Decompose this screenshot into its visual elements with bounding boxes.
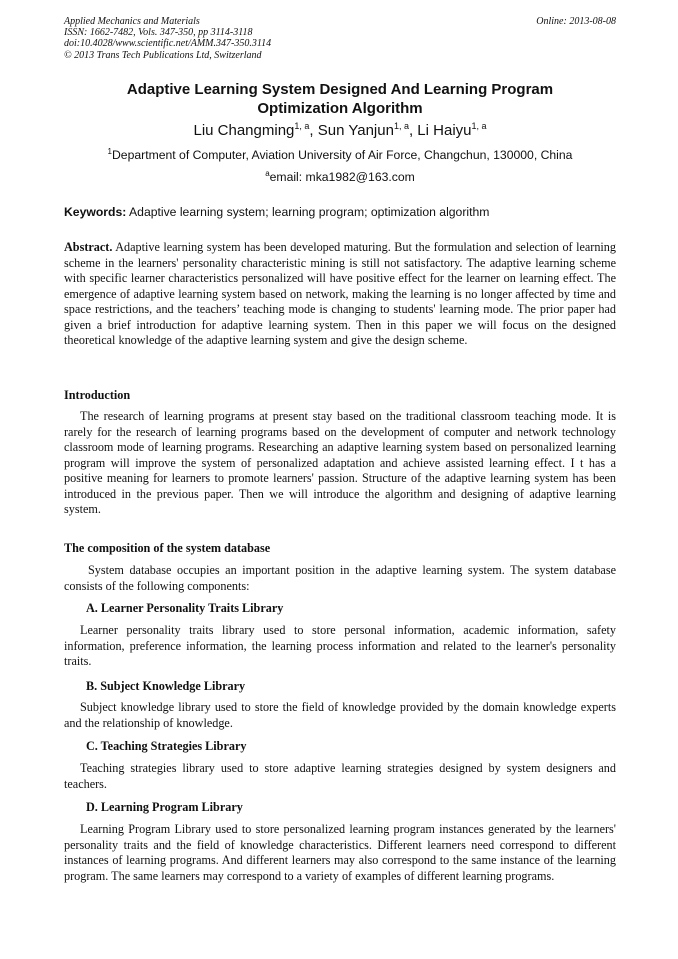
author-list: Liu Changming$^{1, a}$, Sun Yanjun$^{1, a}$, Li Haiyu$^{1, a}$ (193, 121, 487, 139)
section-c-text: Teaching strategies library used to store adaptive learning strategies designed by system designers and teachers. (64, 761, 616, 791)
paper-title (64, 81, 616, 118)
abstract-text: Adaptive learning system has been developed maturing. But the formulation and selection of learning scheme in the learners' personality characteristic mining is still not satisfactory. The adaptive learning scheme with specific learner characteristics personalized will have positive effect for the learner on learning effect. The emergence of adaptive learning system based on network, making the learning is no longer affected by time and space restrictions, and the teachers’ teaching mode is changing to students' learning mode. The prior paper had given a brief introduction for adaptive learning system. Then in this paper we will focus on the designed theoretical knowledge of the adaptive learning system and give the design scheme. (64, 240, 616, 347)
section-c-heading: C. Teaching Strategies Library (86, 739, 247, 753)
title-line-2: Optimization Algorithm (257, 99, 423, 117)
journal-issn: ISSN: 1662-7482, Vols. 347-350, pp 3114-3118 (64, 27, 253, 39)
email-mark: a (265, 169, 270, 178)
title-line-1: Adaptive Learning System Designed And Learning Program (126, 81, 554, 98)
section-d-heading: D. Learning Program Library (86, 800, 243, 814)
section-b-heading: B. Subject Knowledge Library (86, 679, 246, 693)
journal-name: Applied Mechanics and Materials (64, 16, 200, 27)
author-name: Liu Changming (193, 122, 295, 139)
section-d-text: Learning Program Library used to store personalized learning program instances generated by the learners' personality traits and the field of knowledge characteristics. Different learners need correspond to different instances of learning programs. And different learners may also correspond to the same instance of the learning program. The same learners may correspond to a variety of examples of different learning programs. (64, 822, 616, 883)
author-affiliation-mark: 1, a (471, 121, 487, 131)
author-affiliation-mark: 1, a (393, 121, 409, 131)
composition-heading: The composition of the system database (64, 541, 271, 555)
abstract (64, 240, 616, 349)
affiliation (64, 148, 616, 163)
section-a-heading: A. Learner Personality Traits Library (86, 601, 284, 615)
email-text: email: mka1982@163.com (269, 170, 415, 184)
email-line (64, 170, 616, 185)
keywords (64, 205, 616, 220)
abstract-label: Abstract. (64, 240, 113, 254)
section-b-text: Subject knowledge library used to store the field of knowledge provided by the domain knowledge experts and the relationship of knowledge. (64, 700, 616, 730)
journal-header (64, 16, 616, 61)
author-name: Sun Yanjun (317, 122, 394, 139)
keywords-text: Adaptive learning system; learning program; optimization algorithm (129, 205, 490, 219)
author-affiliation-mark: 1, a (294, 121, 310, 131)
author-name: Li Haiyu (417, 122, 472, 139)
keywords-label: Keywords: (64, 205, 127, 219)
composition-text: System database occupies an important position in the adaptive learning system. The system database consists of the following components: (64, 563, 616, 593)
introduction-heading: Introduction (64, 388, 131, 402)
introduction-text: The research of learning programs at present stay based on the traditional classroom teaching mode. It is rarely for the research of learning programs based on the development of computer and network technology classroom mode of learning programs. Researching an adaptive learning system based on personalized learning program will improve the system of personalized adaptation and achieve assisted learning effect. I t has a positive meaning for learners to promote learners' passion. Structure of the adaptive learning system has been introduced in the previous paper. Then we will introduce the algorithm and designing of adaptive learning system. (64, 409, 616, 516)
affiliation-mark: 1 (107, 147, 112, 156)
journal-copyright: © 2013 Trans Tech Publications Ltd, Switzerland (64, 49, 262, 61)
journal-doi: doi:10.4028/www.scientific.net/AMM.347-350.3114 (64, 38, 272, 50)
section-a-text: Learner personality traits library used to store personal information, academic information, safety information, preference information, the learning process information and related to the learner's personality traits. (64, 623, 616, 668)
affiliation-text: Department of Computer, Aviation University of Air Force, Changchun, 130000, China (112, 148, 573, 162)
online-date: Online: 2013-08-08 (536, 16, 616, 27)
